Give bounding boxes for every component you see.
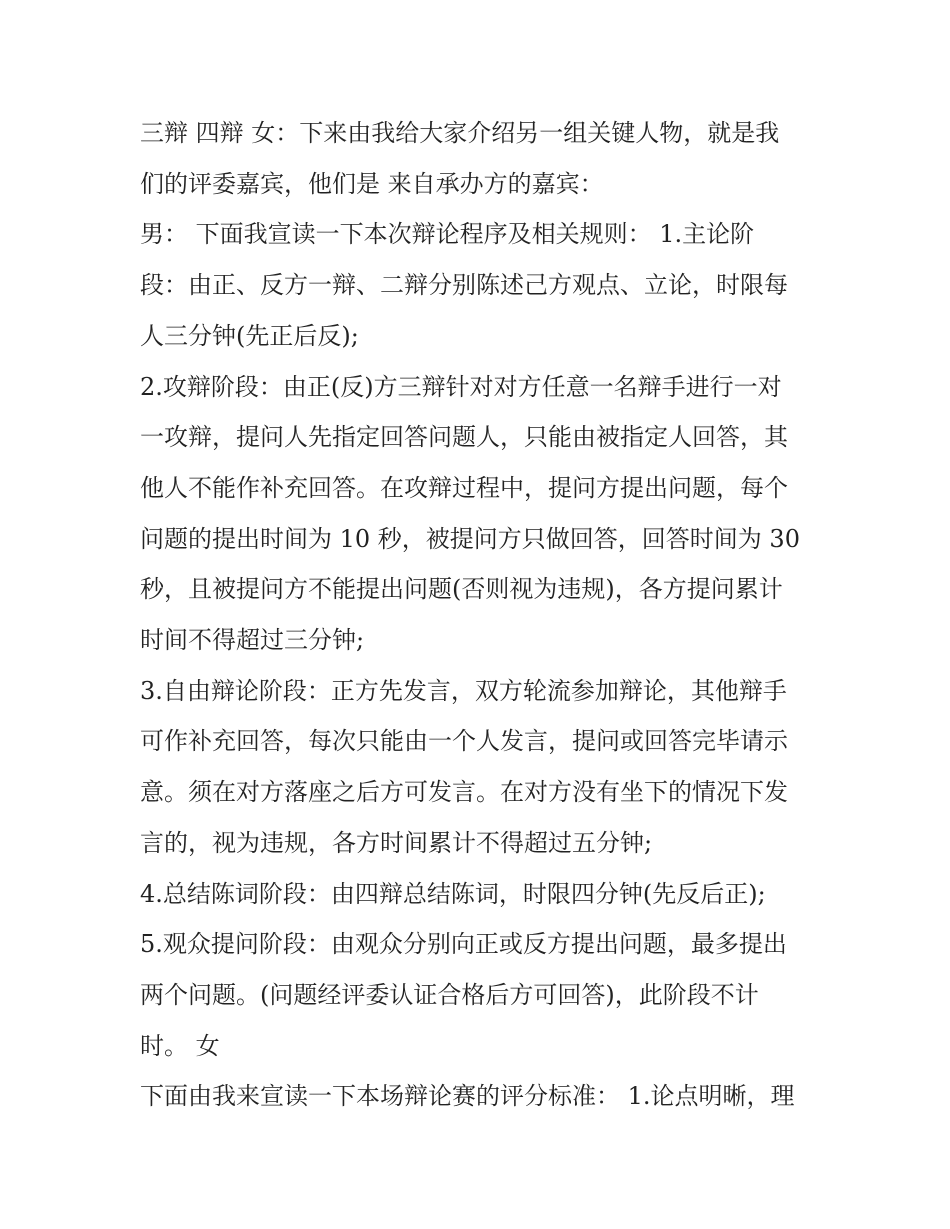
text-line: 可作补充回答，每次只能由一个人发言，提问或回答完毕请示 [140,727,788,756]
text-line: 三辩 四辩 女：下来由我给大家介绍另一组关键人物，就是我 [140,119,780,147]
text-line: 男： 下面我宣读一下本次辩论程序及相关规则： 1.主论阶 [140,220,755,249]
text-line: 他人不能作补充回答。在攻辩过程中，提问方提出问题，每个 [140,473,788,502]
text-line: 问题的提出时间为 10 秒，被提问方只做回答，回答时间为 30 [140,524,800,553]
text-line: 4.总结陈词阶段：由四辩总结陈词，时限四分钟(先反后正); [140,879,766,908]
text-line: 两个问题。(问题经评委认证合格后方可回答)，此阶段不计 [140,980,759,1009]
text-line: 言的，视为违规，各方时间累计不得超过五分钟; [140,828,653,857]
text-line: 5.观众提问阶段：由观众分别向正或反方提出问题，最多提出 [140,930,787,959]
text-line: 时。 女 [140,1031,220,1060]
text-line: 秒，且被提问方不能提出问题(否则视为违规)，各方提问累计 [140,575,783,604]
text-line: 们的评委嘉宾，他们是 来自承办方的嘉宾： [140,169,604,198]
text-line: 下面由我来宣读一下本场辩论赛的评分标准： 1.论点明晰，理 [140,1082,795,1111]
text-line: 段：由正、反方一辩、二辩分别陈述己方观点、立论，时限每 [140,271,788,300]
text-line: 一攻辩，提问人先指定回答问题人，只能由被指定人回答，其 [140,423,788,452]
text-line: 3.自由辩论阶段：正方先发言，双方轮流参加辩论，其他辩手 [140,676,787,705]
text-line: 2.攻辩阶段：由正(反)方三辩针对对方任意一名辩手进行一对 [140,372,782,401]
document-body [140,108,820,1122]
text-line: 意。须在对方落座之后方可发言。在对方没有坐下的情况下发 [140,778,788,807]
text-line: 时间不得超过三分钟; [140,626,365,655]
text-line: 人三分钟(先正后反); [140,321,359,350]
